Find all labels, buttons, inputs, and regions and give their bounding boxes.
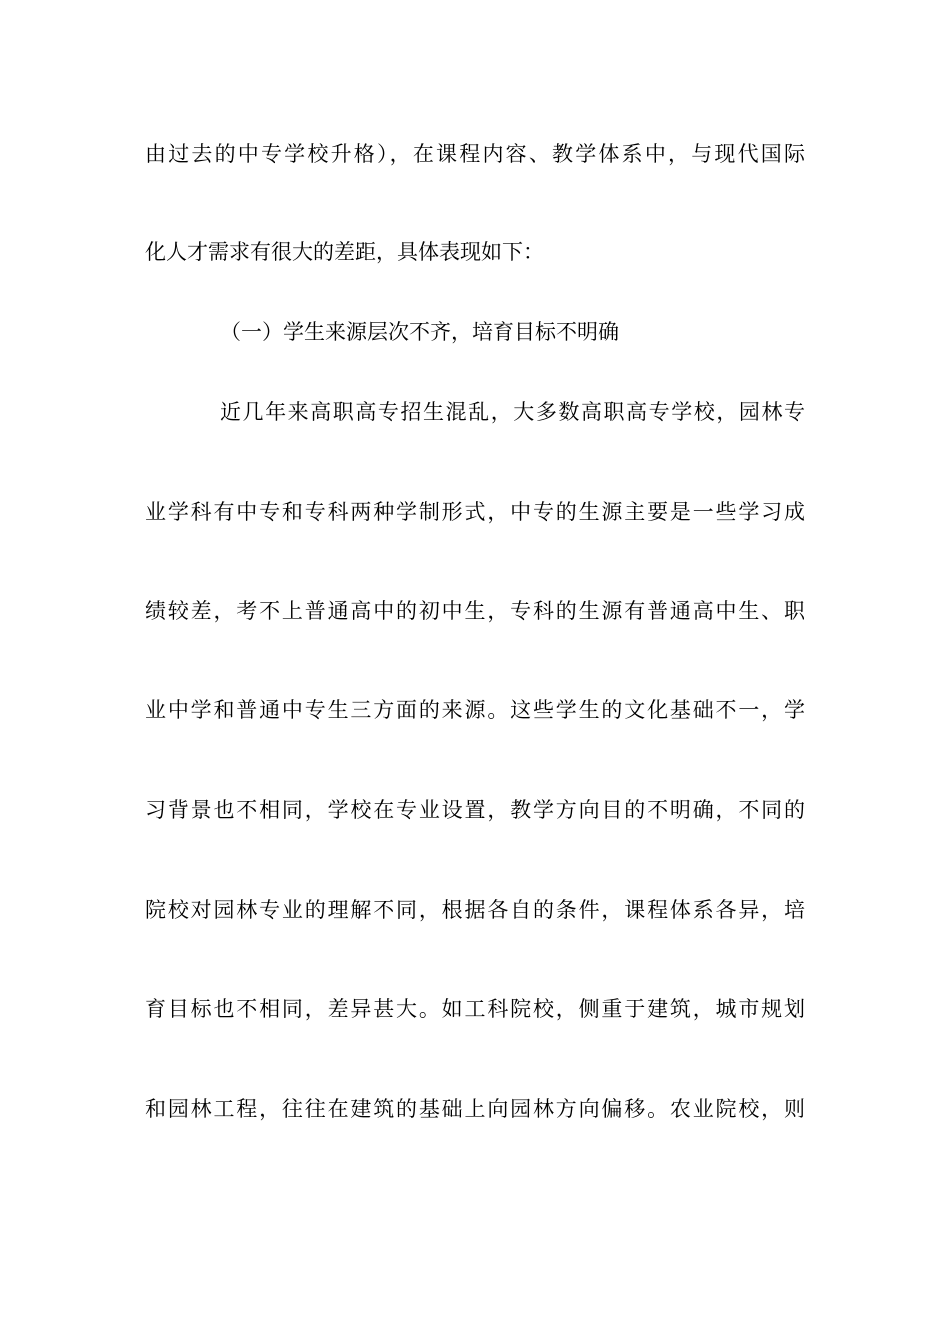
- section-heading: （一）学生来源层次不齐，培育目标不明确: [220, 320, 619, 344]
- text-line-2: 化人才需求有很大的差距，具体表现如下：: [145, 240, 544, 264]
- text-line-6: 绩较差，考不上普通高中的初中生，专科的生源有普通高中生、职: [145, 599, 805, 623]
- text-line-8: 习背景也不相同，学校在专业设置，教学方向目的不明确，不同的: [145, 798, 805, 822]
- text-line-10: 育目标也不相同，差异甚大。如工科院校，侧重于建筑，城市规划: [145, 997, 805, 1021]
- text-line-11: 和园林工程，往往在建筑的基础上向园林方向偏移。农业院校，则: [145, 1097, 805, 1121]
- text-line-9: 院校对园林专业的理解不同，根据各自的条件，课程体系各异，培: [145, 898, 805, 922]
- text-line-5: 业学科有中专和专科两种学制形式，中专的生源主要是一些学习成: [145, 500, 805, 524]
- text-line-1: 由过去的中专学校升格），在课程内容、教学体系中，与现代国际: [145, 142, 805, 166]
- text-line-7: 业中学和普通中专生三方面的来源。这些学生的文化基础不一，学: [145, 698, 805, 722]
- text-line-4: 近几年来高职高专招生混乱，大多数高职高专学校，园林专: [220, 400, 805, 424]
